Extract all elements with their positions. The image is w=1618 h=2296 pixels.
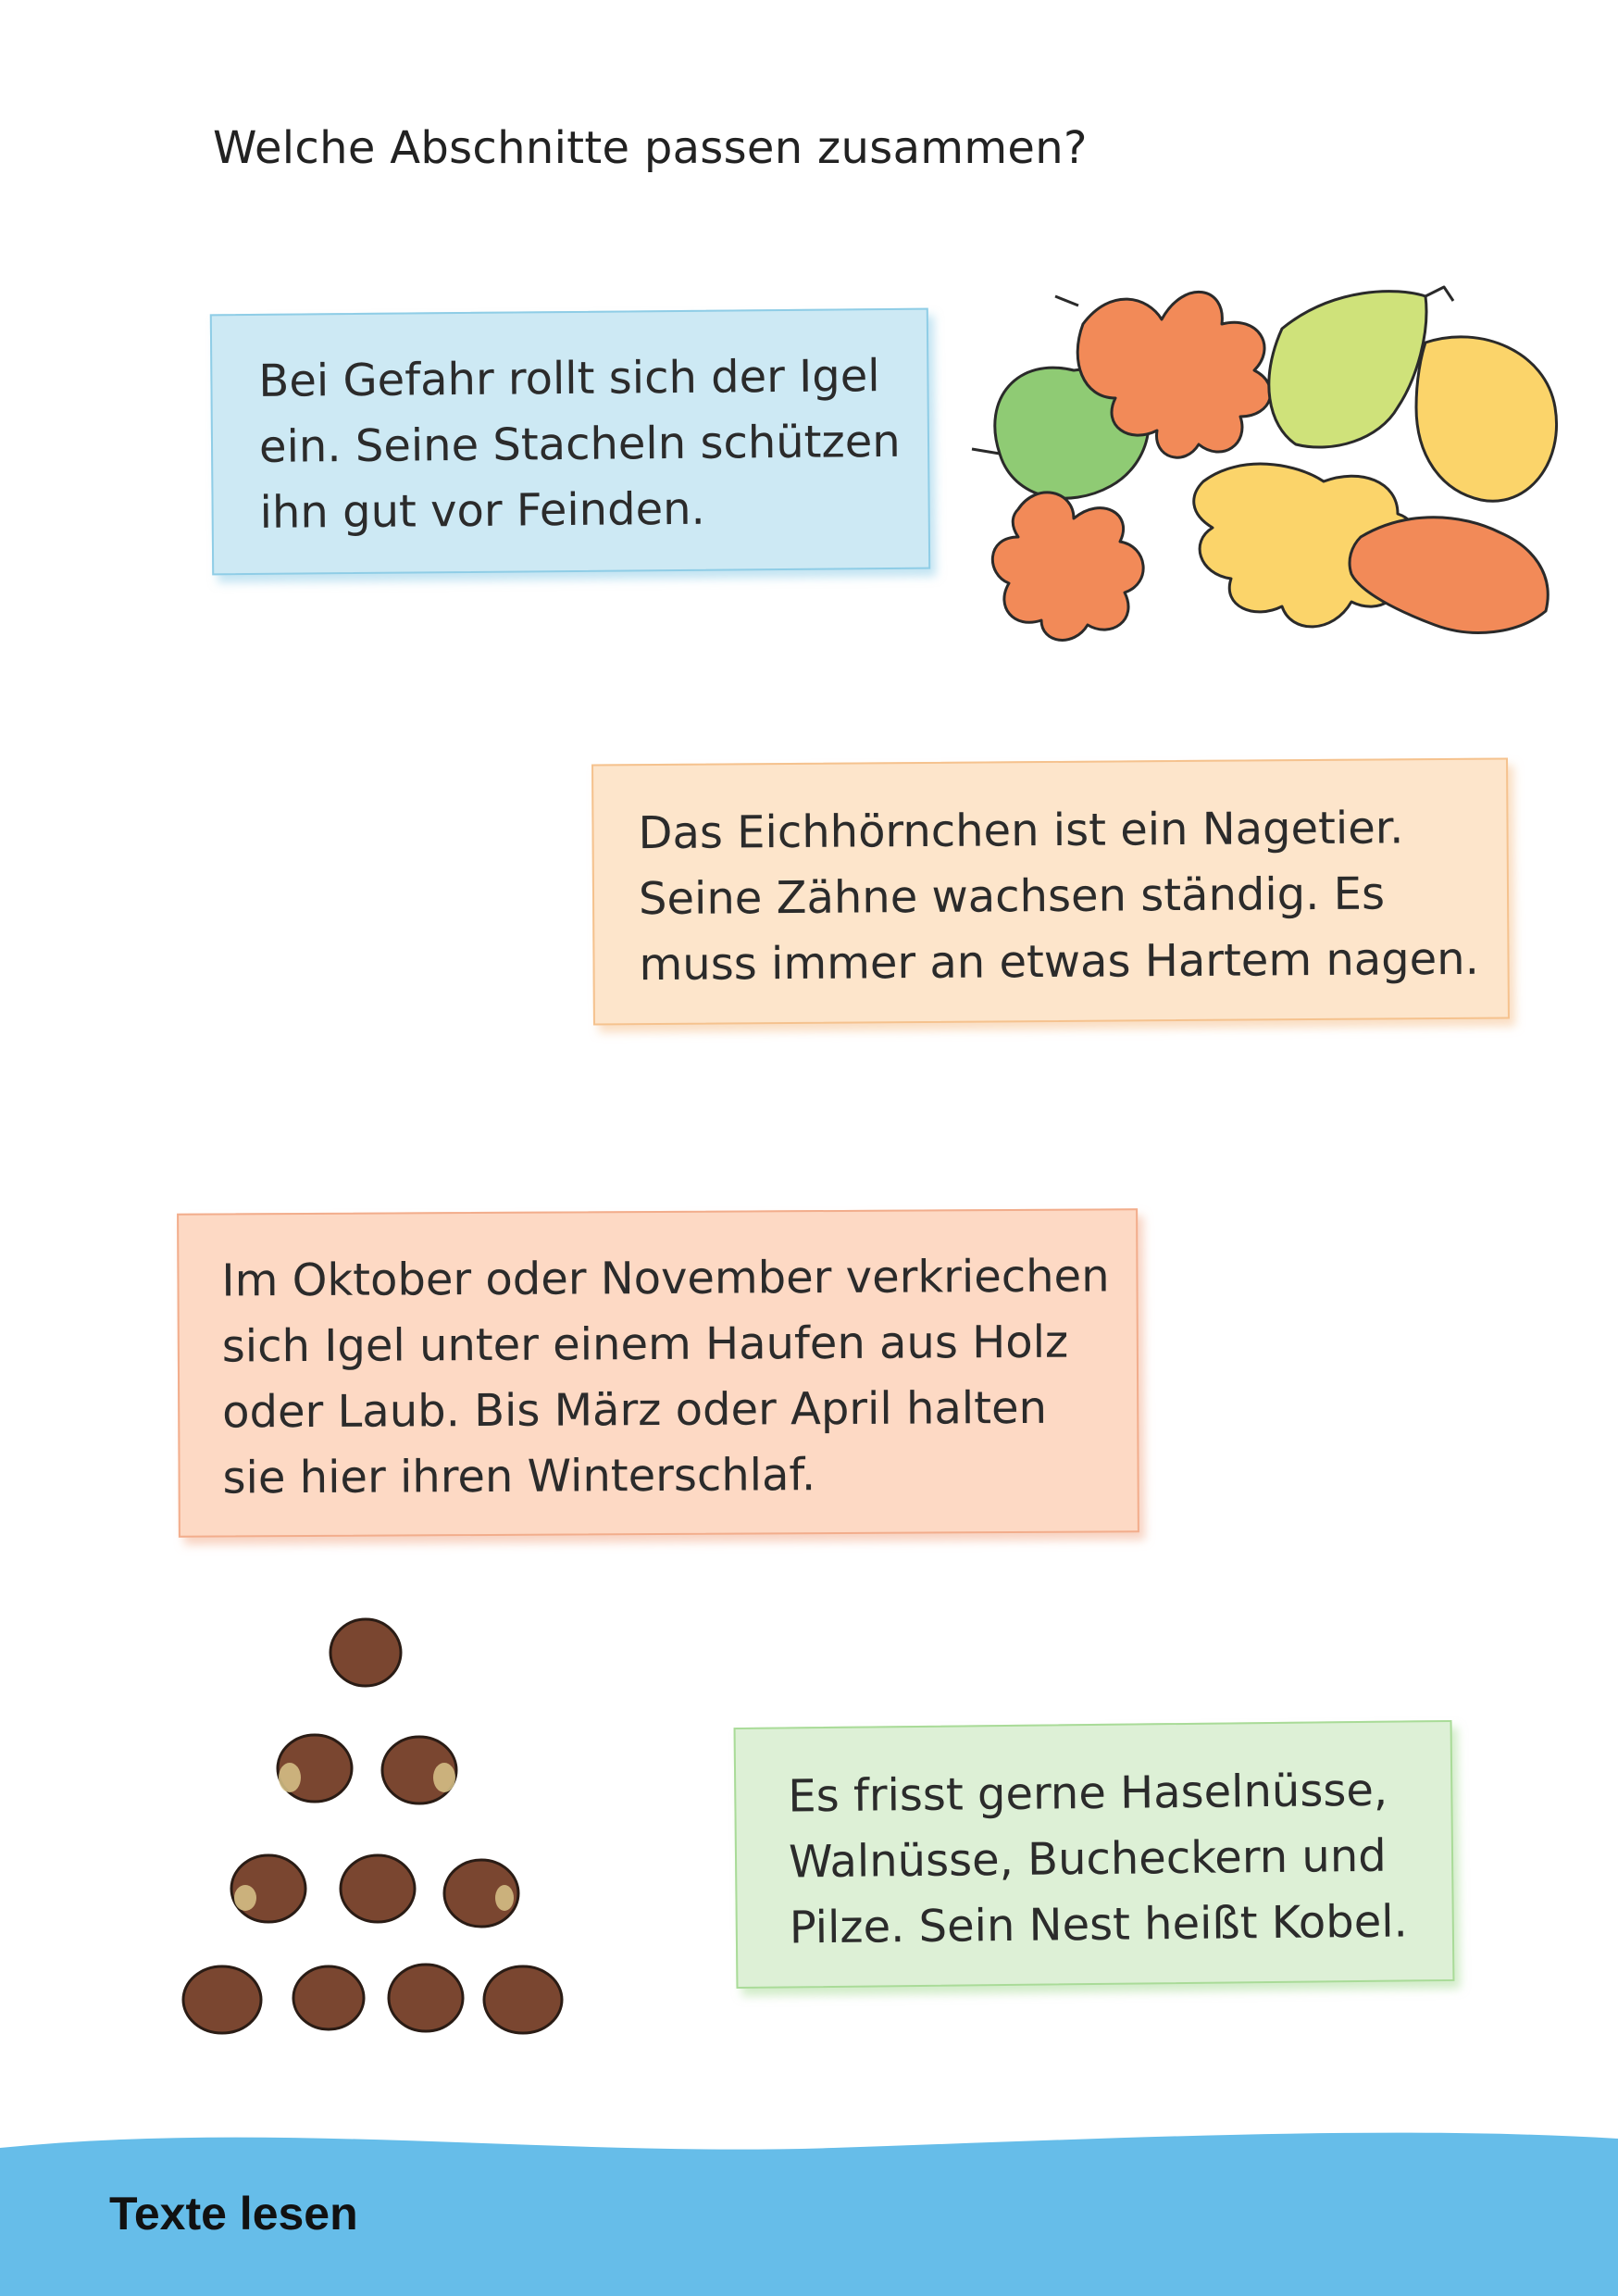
hazelnut-icon (484, 1966, 562, 2033)
hazelnut-icon (183, 1966, 261, 2033)
card-line: Es frisst gerne Haselnüsse, (788, 1764, 1388, 1823)
card-line: Pilze. Sein Nest heißt Kobel. (789, 1895, 1409, 1954)
card-line: Walnüsse, Bucheckern und (788, 1829, 1387, 1889)
hazelnut-icon (293, 1966, 364, 2029)
card-line: sie hier ihren Winterschlaf. (222, 1449, 816, 1504)
hazelnut-icon (330, 1619, 401, 1686)
autumn-leaves-illustration (963, 268, 1592, 657)
hazelnut-icon (389, 1965, 463, 2031)
card-line: ihn gut vor Feinden. (259, 482, 706, 539)
card-line: Bei Gefahr rollt sich der Igel (258, 350, 880, 407)
text-card-igel-stacheln[interactable] (210, 308, 930, 576)
leaf-orange-oak-small-icon (992, 493, 1143, 641)
hazelnut-pile-illustration (157, 1592, 592, 2055)
card-line: Im Oktober oder November verkriechen (221, 1250, 1110, 1307)
card-line: Seine Zähne wachsen ständig. Es (638, 867, 1386, 926)
card-line: sich Igel unter einem Haufen aus Holz (221, 1316, 1069, 1373)
footer-section-label: Texte lesen (109, 2188, 358, 2240)
leaf-lime-icon (1269, 292, 1426, 447)
leaf-orange-bottom-icon (1350, 518, 1548, 633)
card-line: ein. Seine Stacheln schützen (258, 415, 901, 473)
leaf-yellow-icon (1416, 337, 1557, 501)
card-line: oder Laub. Bis März oder April halten (222, 1381, 1048, 1439)
text-card-eichhoernchen-zaehne[interactable] (591, 758, 1510, 1026)
text-card-eichhoernchen-nahrung[interactable] (734, 1720, 1455, 1989)
page-title: Welche Abschnitte passen zusammen? (213, 122, 1088, 174)
text-card-igel-winterschlaf[interactable] (177, 1208, 1139, 1537)
card-line: muss immer an etwas Hartem nagen. (639, 932, 1480, 992)
hazelnut-icon (341, 1855, 415, 1922)
card-line: Das Eichhörnchen ist ein Nagetier. (638, 802, 1404, 860)
